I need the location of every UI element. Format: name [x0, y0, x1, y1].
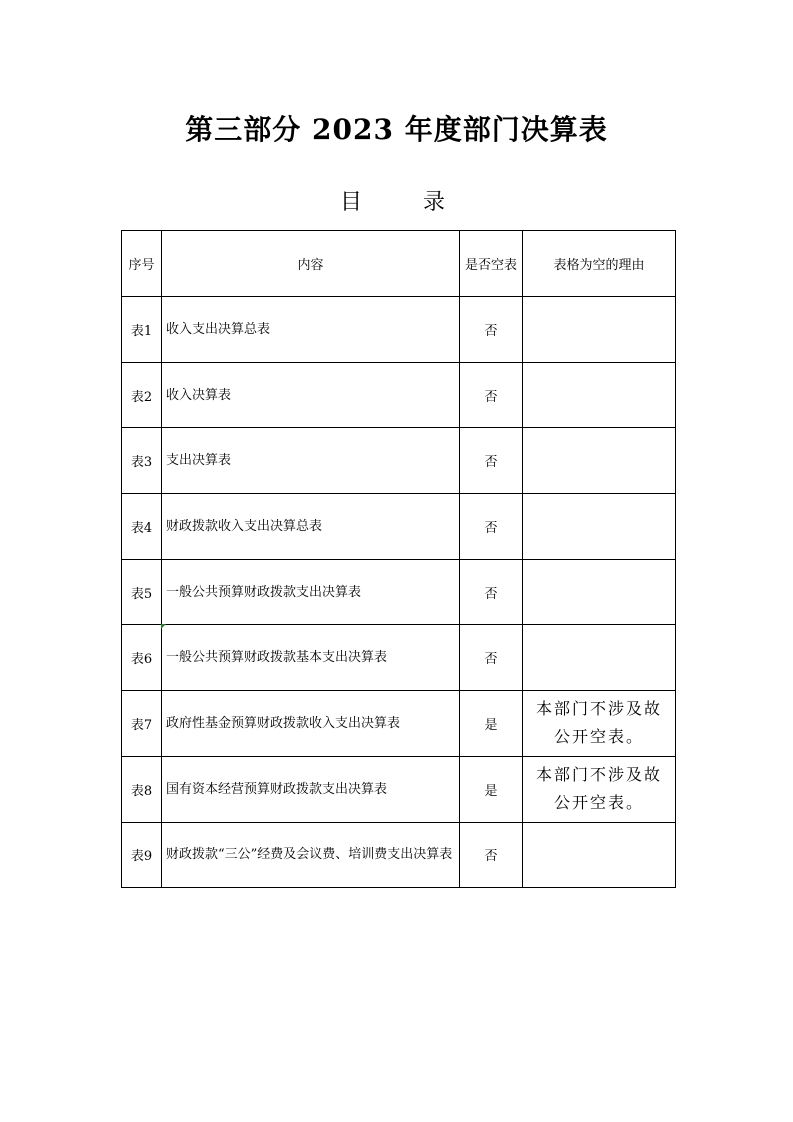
row-content: 政府性基金预算财政拨款收入支出决算表 — [162, 691, 460, 757]
row-seq: 表3 — [122, 428, 162, 494]
row-content: 一般公共预算财政拨款支出决算表 — [162, 559, 460, 625]
row-is-empty: 否 — [460, 494, 523, 560]
header-content: 内容 — [162, 231, 460, 297]
row-seq: 表9 — [122, 822, 162, 888]
row-seq: 表7 — [122, 691, 162, 757]
table-row — [122, 428, 676, 494]
row-reason — [523, 494, 676, 560]
row-content: 一般公共预算财政拨款基本支出决算表 — [162, 625, 460, 691]
table-row — [122, 362, 676, 428]
row-content: 收入决算表 — [162, 362, 460, 428]
row-content: 支出决算表 — [162, 428, 460, 494]
page-title: 第三部分 2023 年度部门决算表 — [185, 113, 608, 146]
row-reason — [523, 362, 676, 428]
header-seq: 序号 — [122, 231, 162, 297]
header-is-empty: 是否空表 — [460, 231, 523, 297]
cell-comment-marker — [161, 624, 166, 629]
toc-heading: 目 录 — [340, 190, 463, 215]
row-is-empty: 否 — [460, 297, 523, 363]
row-seq: 表8 — [122, 756, 162, 822]
row-reason-text: 本部门不涉及故公开空表。 — [535, 699, 662, 747]
table-row — [122, 822, 676, 888]
header-reason: 表格为空的理由 — [523, 231, 676, 297]
row-is-empty: 是 — [460, 691, 523, 757]
row-content: 财政拨款“三公”经费及会议费、培训费支出决算表 — [162, 822, 460, 888]
row-content: 财政拨款收入支出决算总表 — [162, 494, 460, 560]
row-reason — [523, 297, 676, 363]
row-reason — [523, 822, 676, 888]
table-row — [122, 494, 676, 560]
table-row — [122, 297, 676, 363]
row-reason — [523, 559, 676, 625]
table-header-row — [122, 231, 676, 297]
row-is-empty: 否 — [460, 822, 523, 888]
row-reason — [523, 625, 676, 691]
toc-table — [121, 230, 676, 888]
table-row — [122, 756, 676, 822]
row-seq: 表2 — [122, 362, 162, 428]
row-seq: 表4 — [122, 494, 162, 560]
table-row — [122, 691, 676, 757]
row-reason — [523, 691, 676, 757]
row-seq: 表6 — [122, 625, 162, 691]
row-is-empty: 是 — [460, 756, 523, 822]
row-reason — [523, 428, 676, 494]
row-seq: 表1 — [122, 297, 162, 363]
row-content: 收入支出决算总表 — [162, 297, 460, 363]
row-reason — [523, 756, 676, 822]
table-row — [122, 625, 676, 691]
row-is-empty: 否 — [460, 625, 523, 691]
row-is-empty: 否 — [460, 428, 523, 494]
row-is-empty: 否 — [460, 559, 523, 625]
table-row — [122, 559, 676, 625]
row-seq: 表5 — [122, 559, 162, 625]
row-content: 国有资本经营预算财政拨款支出决算表 — [162, 756, 460, 822]
row-reason-text: 本部门不涉及故公开空表。 — [535, 765, 662, 813]
row-is-empty: 否 — [460, 362, 523, 428]
